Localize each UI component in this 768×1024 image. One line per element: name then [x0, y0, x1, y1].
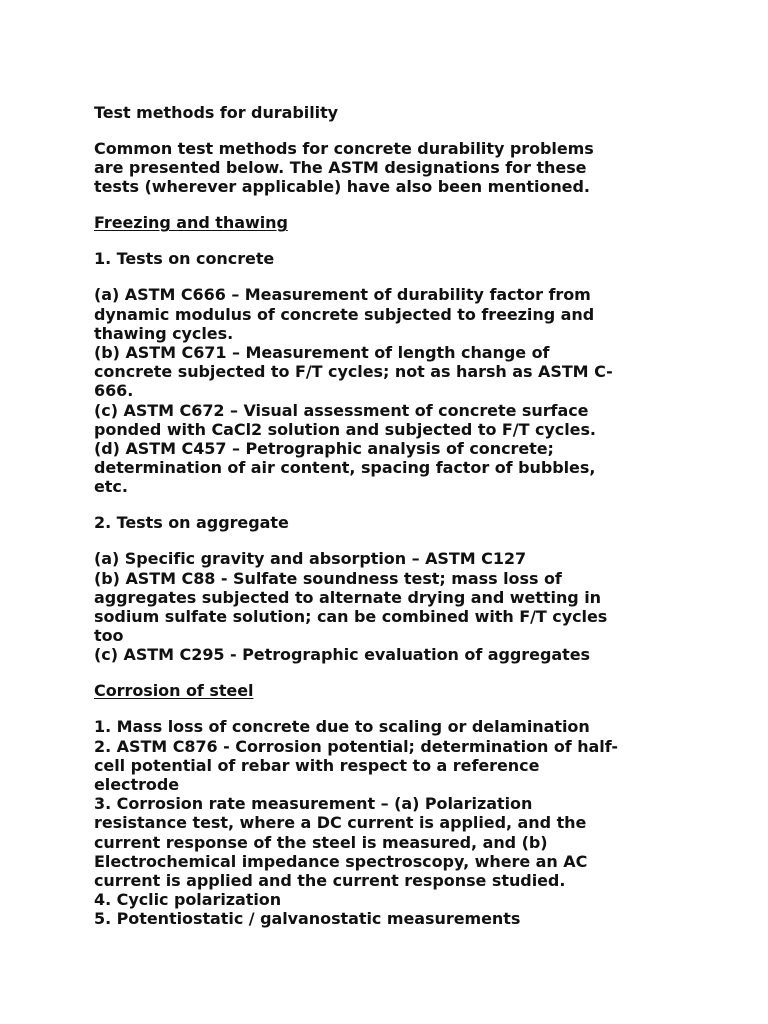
- list-item: (a) Specific gravity and absorption – ASTM C127: [94, 549, 527, 569]
- list-item: (a) ASTM C666 – Measurement of durability factor from: [94, 285, 591, 305]
- list-item: resistance test, where a DC current is applied, and the: [94, 813, 587, 833]
- aggregate-tests-heading-block: [94, 513, 674, 532]
- list-item: 666.: [94, 381, 134, 401]
- freezing-heading-block: [94, 213, 674, 232]
- document-title-block: [94, 103, 674, 122]
- list-item: 3. Corrosion rate measurement – (a) Polarization: [94, 794, 533, 814]
- list-item: 4. Cyclic polarization: [94, 890, 282, 910]
- list-item: too: [94, 626, 124, 646]
- concrete-tests-heading-block: [94, 249, 674, 268]
- list-item: dynamic modulus of concrete subjected to freezing and: [94, 304, 595, 324]
- list-item: electrode: [94, 775, 180, 795]
- list-item: cell potential of rebar with respect to a reference: [94, 755, 540, 775]
- list-item: Electrochemical impedance spectroscopy, where an AC: [94, 851, 588, 871]
- list-item: (b) ASTM C671 – Measurement of length change of: [94, 343, 550, 363]
- list-item: thawing cycles.: [94, 323, 234, 343]
- list-item: 1. Mass loss of concrete due to scaling or delamination: [94, 717, 590, 737]
- list-item: aggregates subjected to alternate drying and wetting in: [94, 587, 601, 607]
- aggregate-tests-heading: 2. Tests on aggregate: [94, 513, 289, 533]
- list-item: determination of air content, spacing factor of bubbles,: [94, 458, 596, 478]
- corrosion-heading-block: [94, 681, 674, 700]
- freezing-heading: Freezing and thawing: [94, 213, 288, 233]
- corrosion-heading: Corrosion of steel: [94, 681, 254, 701]
- intro-line: are presented below. The ASTM designations for these: [94, 158, 587, 178]
- corrosion-tests-list: [94, 717, 674, 928]
- list-item: etc.: [94, 477, 128, 497]
- intro-line: Common test methods for concrete durability problems: [94, 139, 594, 158]
- list-item: 5. Potentiostatic / galvanostatic measurements: [94, 909, 521, 929]
- list-item: (b) ASTM C88 - Sulfate soundness test; mass loss of: [94, 568, 562, 588]
- list-item: current response of the steel is measured, and (b): [94, 832, 548, 852]
- intro-line: tests (wherever applicable) have also been mentioned.: [94, 177, 590, 197]
- list-item: (d) ASTM C457 – Petrographic analysis of concrete;: [94, 439, 554, 459]
- aggregate-tests-list: [94, 549, 674, 664]
- intro-paragraph: [94, 139, 674, 197]
- document-body: [94, 103, 674, 945]
- list-item: concrete subjected to F/T cycles; not as harsh as ASTM C-: [94, 362, 613, 382]
- list-item: (c) ASTM C672 – Visual assessment of concrete surface: [94, 400, 589, 420]
- list-item: (c) ASTM C295 - Petrographic evaluation of aggregates: [94, 645, 590, 665]
- list-item: current is applied and the current response studied.: [94, 871, 566, 891]
- concrete-tests-heading: 1. Tests on concrete: [94, 249, 275, 269]
- concrete-tests-list: [94, 285, 674, 496]
- document-title: Test methods for durability: [94, 103, 339, 122]
- list-item: ponded with CaCl2 solution and subjected to F/T cycles.: [94, 419, 596, 439]
- list-item: 2. ASTM C876 - Corrosion potential; determination of half-: [94, 736, 618, 756]
- list-item: sodium sulfate solution; can be combined with F/T cycles: [94, 607, 608, 627]
